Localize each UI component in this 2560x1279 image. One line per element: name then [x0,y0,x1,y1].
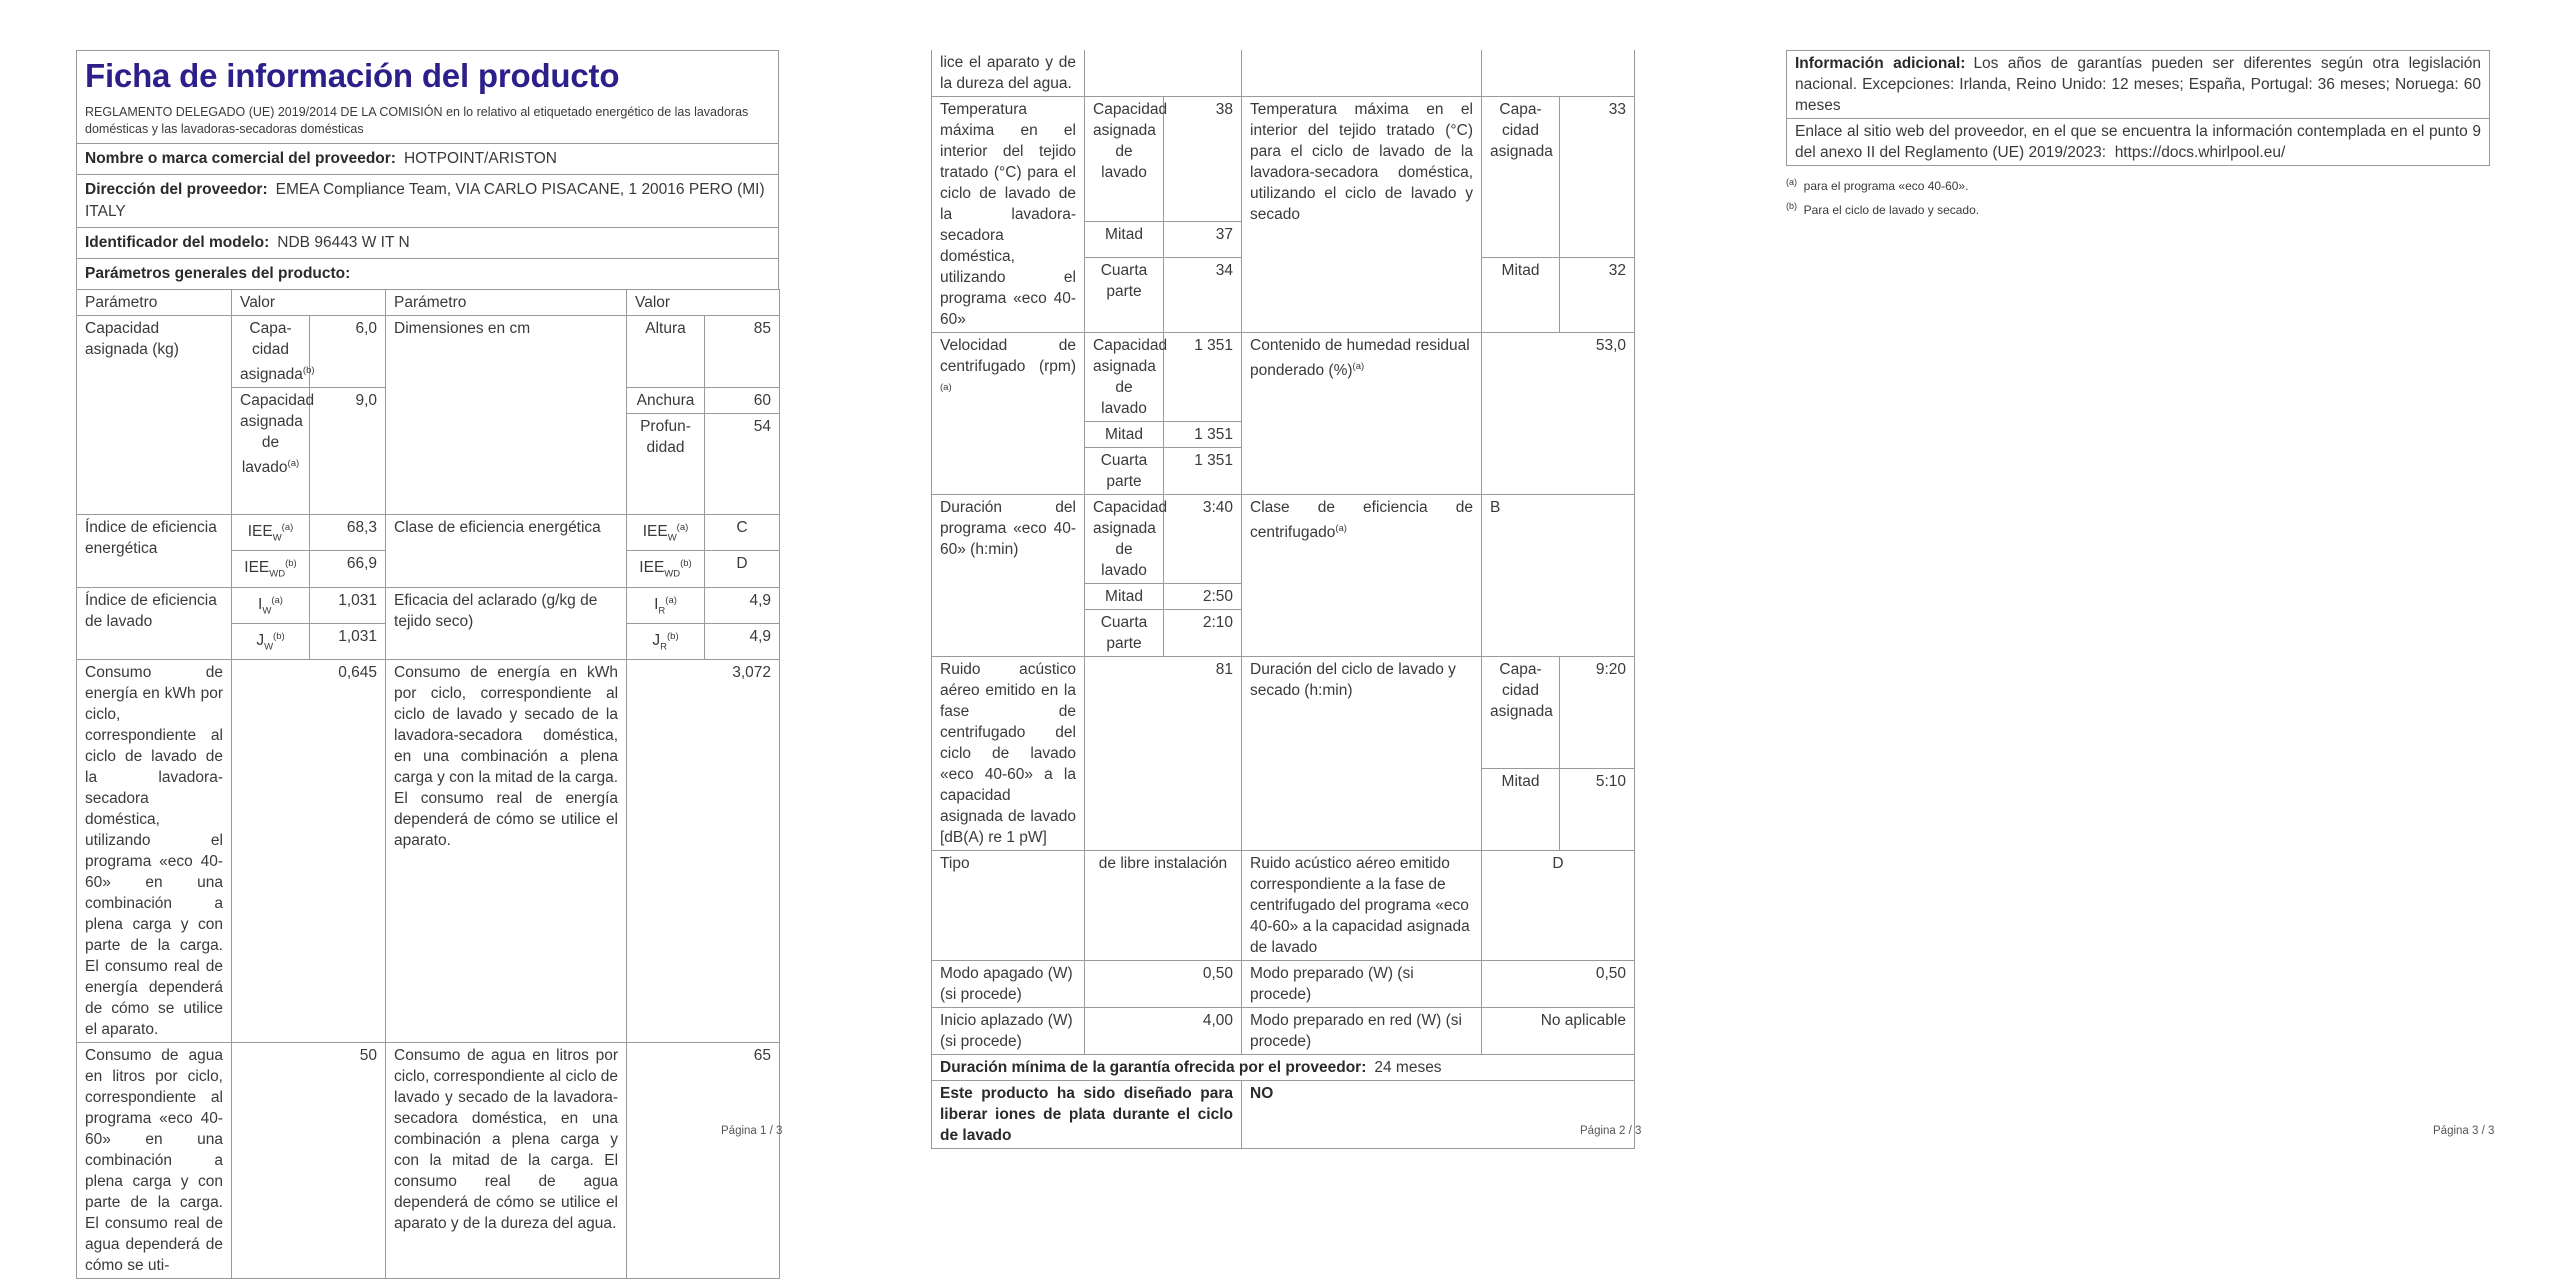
height-value: 85 [705,316,780,388]
temp-wd-label: Temperatura máxima en el interior del tejido tratado (°C) para el ciclo de lavado de la lavadora-secadora doméstica, utilizando el ciclo de lavado y secado [1242,97,1482,333]
eei-w-label: $IEE_W^{(a)}$ [232,515,310,551]
footnote-b: $^{(b)}$ Para el ciclo de lavado y secado. [1786,201,1980,217]
table-row [932,961,1635,1008]
spin-speed-label: Velocidad de centrifugado (rpm)$^{(a)}$ [932,333,1085,495]
energy-wd-label: Consumo de energía en kWh por ciclo, correspondiente al ciclo de lavado y secado de la lavadora-secadora doméstica, en una combinación a plena carga y con la mitad de la carga. El consumo real de energía dependerá de cómo se utilice el aparato. [386,660,627,1043]
table-row [932,333,1635,422]
supplier-address-row [76,174,779,227]
iw-label: $I_W^{(a)}$ [232,587,310,623]
water-wd-value: 65 [627,1043,780,1279]
silver-ions-label: Este producto ha sido diseñado para liberar iones de plata durante el ciclo de lavado [932,1081,1242,1149]
page-3 [1706,0,2560,1207]
temp-wd-half: 32 [1560,258,1635,333]
additional-info-label: Información adicional: [1795,55,1966,72]
table-row [1787,51,2490,119]
supplier-address-label: Dirección del proveedor: [85,181,268,198]
duration-full: 3:40 [1164,495,1242,584]
half-label: Mitad [1085,584,1164,610]
title-block [76,50,779,143]
standby-label: Modo preparado (W) (si procede) [1242,961,1482,1008]
energy-wash-value: 0,645 [232,660,386,1043]
class-wd-value: D [705,551,780,587]
full-capacity-label: Capacidad asignada de lavado [1085,333,1164,422]
product-sheet-page-2 [931,50,1634,1149]
supplier-address: EMEA Compliance Team, VIA CARLO PISACANE, 1 20016 PERO (MI) ITALY [85,181,765,220]
supplier-link-url[interactable]: https://docs.whirlpool.eu/ [2114,144,2286,161]
half-label: Mitad [1482,769,1560,851]
supplier-name-row [76,143,779,174]
page-number: Página 3 / 3 [2433,1125,2495,1137]
cap-a-value: 9,0 [310,388,386,515]
params-table-2 [931,50,1635,1149]
table-row [77,515,780,551]
supplier-link-text: Enlace al sitio web del proveedor, en el que se encuentra la información contemplada en el punto 9 del anexo II del Reglamento (UE) 2019/2023: [1795,123,2481,161]
general-params-row [76,258,779,289]
col-value: Valor [627,290,780,316]
ir-value: 4,9 [705,587,780,623]
table-header-row [77,290,780,316]
footnotes [1786,172,2490,220]
water-wd-label: Consumo de agua en litros por ciclo, correspondiente al ciclo de lavado y secado de la lavadora-secadora doméstica, en una combinación a plena carga y con la mitad de la carga. El consumo real de agua dependerá de cómo se utilice el aparato y de la dureza del agua. [386,1043,627,1279]
table-row [77,316,780,388]
noise-class-label: Ruido acústico aéreo emitido correspondiente a la fase de centrifugado del programa «eco 40-60» a la capacidad asignada de lavado [1242,851,1482,961]
spin-full: 1 351 [1164,333,1242,422]
model-id-label: Identificador del modelo: [85,234,270,251]
table-row [932,495,1635,584]
half-label: Mitad [1085,221,1164,257]
duration-half: 2:50 [1164,584,1242,610]
width-label: Anchura [627,388,705,414]
delay-start-value: 4,00 [1085,1008,1242,1055]
product-sheet-page-3 [1786,50,2490,220]
water-wash-label: Consumo de agua en litros por ciclo, correspondiente al programa «eco 40-60» en una combinación a plena carga y con parte de la carga. El consumo real de agua dependerá de cómo se uti- [77,1043,232,1279]
page-1 [0,0,853,1275]
energy-wash-label: Consumo de energía en kWh por ciclo, correspondiente al ciclo de lavado de la lavadora-secadora doméstica, utilizando el programa «eco 40-60» en una combinación a plena carga y con parte de la carga. El consumo real de energía dependerá de cómo se utilice el aparato. [77,660,232,1043]
rinse-label: Eficacia del aclarado (g/kg de tejido seco) [386,587,627,660]
table-row [932,50,1635,97]
off-mode-value: 0,50 [1085,961,1242,1008]
page-2 [853,0,1706,1207]
half-label: Mitad [1482,258,1560,333]
supplier-link-cell [1787,119,2490,166]
regulation-subtitle: REGLAMENTO DELEGADO (UE) 2019/2014 DE LA COMISIÓN en lo relativo al etiquetado energético de las lavadoras domésticas y las lavadoras-secadoras domésticas [85,105,749,136]
type-label: Tipo [932,851,1085,961]
noise-value: 81 [1085,657,1242,851]
supplier-name-label: Nombre o marca comercial del proveedor: [85,150,396,167]
table-row [932,1055,1635,1081]
dimensions-label: Dimensiones en cm [386,316,627,515]
class-wd-label: $IEE_{WD}^{(b)}$ [627,551,705,587]
model-id-row [76,227,779,258]
noise-class-value: D [1482,851,1635,961]
temp-wash-half: 37 [1164,221,1242,257]
full-capacity-label: Capa- cidad asignada [1482,657,1560,769]
general-params-label: Parámetros generales del producto: [85,265,351,282]
depth-label: Profun- didad [627,414,705,515]
eei-label: Índice de eficiencia energética [77,515,232,588]
half-label: Mitad [1085,422,1164,448]
network-standby-value: No aplicable [1482,1008,1635,1055]
silver-ions-value: NO [1242,1081,1635,1149]
page-title: Ficha de información del producto [85,57,620,94]
energy-class-label: Clase de eficiencia energética [386,515,627,588]
params-table-clip [76,289,779,1275]
delay-start-label: Inicio aplazado (W) (si procede) [932,1008,1085,1055]
params-table-1 [76,289,783,1279]
product-sheet-page-1 [76,50,779,1275]
additional-info-text: Los años de garantías pueden ser diferentes según otra legislación nacional. Excepciones: Irlanda, Reino Unido: 12 meses; España, Portugal: 36 meses; Noruega: 60 meses [1795,55,2481,114]
table-row [77,660,780,1043]
temp-wash-full: 38 [1164,97,1242,222]
full-capacity-label: Capacidad asignada de lavado [1085,495,1164,584]
eei-wd-value: 66,9 [310,551,386,587]
off-mode-label: Modo apagado (W) (si procede) [932,961,1085,1008]
full-capacity-label: Capacidad asignada de lavado [1085,97,1164,222]
quarter-label: Cuarta parte [1085,448,1164,495]
eei-wd-label: $IEE_{WD}^{(b)}$ [232,551,310,587]
jr-value: 4,9 [705,623,780,659]
network-standby-label: Modo preparado en red (W) (si procede) [1242,1008,1482,1055]
moisture-value: 53,0 [1482,333,1635,495]
col-param: Parámetro [386,290,627,316]
table-row [932,1081,1635,1149]
capacity-label: Capacidad asignada (kg) [77,316,232,515]
cap-b-label: Capa- cidad asignada$^{(b)}$ [232,316,310,388]
table-row [932,1008,1635,1055]
energy-wd-value: 3,072 [627,660,780,1043]
ir-label: $I_R^{(a)}$ [627,587,705,623]
table-row [77,587,780,623]
cap-b-value: 6,0 [310,316,386,388]
page-number: Página 1 / 3 [721,1125,783,1137]
model-id: NDB 96443 W IT N [277,234,410,251]
col-value: Valor [232,290,386,316]
wd-duration-half: 5:10 [1560,769,1635,851]
temp-wash-quarter: 34 [1164,258,1242,333]
supplier-name: HOTPOINT/ARISTON [403,150,557,167]
table-row [932,851,1635,961]
temp-wd-full: 33 [1560,97,1635,258]
class-w-label: $IEE_W^{(a)}$ [627,515,705,551]
wd-duration-full: 9:20 [1560,657,1635,769]
quarter-label: Cuarta parte [1085,258,1164,333]
table-row [932,657,1635,769]
warranty-value: 24 meses [1374,1059,1442,1076]
warranty-label: Duración mínima de la garantía ofrecida por el proveedor: [940,1059,1367,1076]
cap-a-label: Capacidad asignada de lavado$^{(a)}$ [232,388,310,515]
jw-value: 1,031 [310,623,386,659]
duration-label: Duración del programa «eco 40-60» (h:min) [932,495,1085,657]
table-row [932,97,1635,222]
moisture-label: Contenido de humedad residual ponderado (%)$^{(a)}$ [1242,333,1482,495]
height-label: Altura [627,316,705,388]
footnote-a: $^{(a)}$ para el programa «eco 40-60». [1786,177,1969,193]
continued-text: lice el aparato y de la dureza del agua. [932,50,1085,97]
type-value: de libre instalación [1085,851,1242,961]
quarter-label: Cuarta parte [1085,610,1164,657]
spin-class-value: B [1482,495,1635,657]
duration-quarter: 2:10 [1164,610,1242,657]
width-value: 60 [705,388,780,414]
eei-w-value: 68,3 [310,515,386,551]
table-row [77,1043,780,1279]
jw-label: $J_W^{(b)}$ [232,623,310,659]
col-param: Parámetro [77,290,232,316]
depth-value: 54 [705,414,780,515]
warranty-row [932,1055,1635,1081]
iw-value: 1,031 [310,587,386,623]
temp-wash-label: Temperatura máxima en el interior del tejido tratado (°C) para el ciclo de lavado de la lavadora-secadora doméstica, utilizando el programa «eco 40-60» [932,97,1085,333]
noise-label: Ruido acústico aéreo emitido en la fase de centrifugado del ciclo de lavado «eco 40-60» a la capacidad asignada de lavado [dB(A) re 1 pW] [932,657,1085,851]
table-row [1787,119,2490,166]
water-wash-value: 50 [232,1043,386,1279]
spin-class-label: Clase de eficiencia de centrifugado$^{(a)}$ [1242,495,1482,657]
full-capacity-label: Capa- cidad asignada [1482,97,1560,258]
spin-half: 1 351 [1164,422,1242,448]
wash-index-label: Índice de eficiencia de lavado [77,587,232,660]
class-w-value: C [705,515,780,551]
standby-value: 0,50 [1482,961,1635,1008]
additional-info-cell [1787,51,2490,119]
page-number: Página 2 / 3 [1580,1125,1642,1137]
additional-info-table [1786,50,2490,166]
wd-duration-label: Duración del ciclo de lavado y secado (h:min) [1242,657,1482,851]
spin-quarter: 1 351 [1164,448,1242,495]
jr-label: $J_R^{(b)}$ [627,623,705,659]
